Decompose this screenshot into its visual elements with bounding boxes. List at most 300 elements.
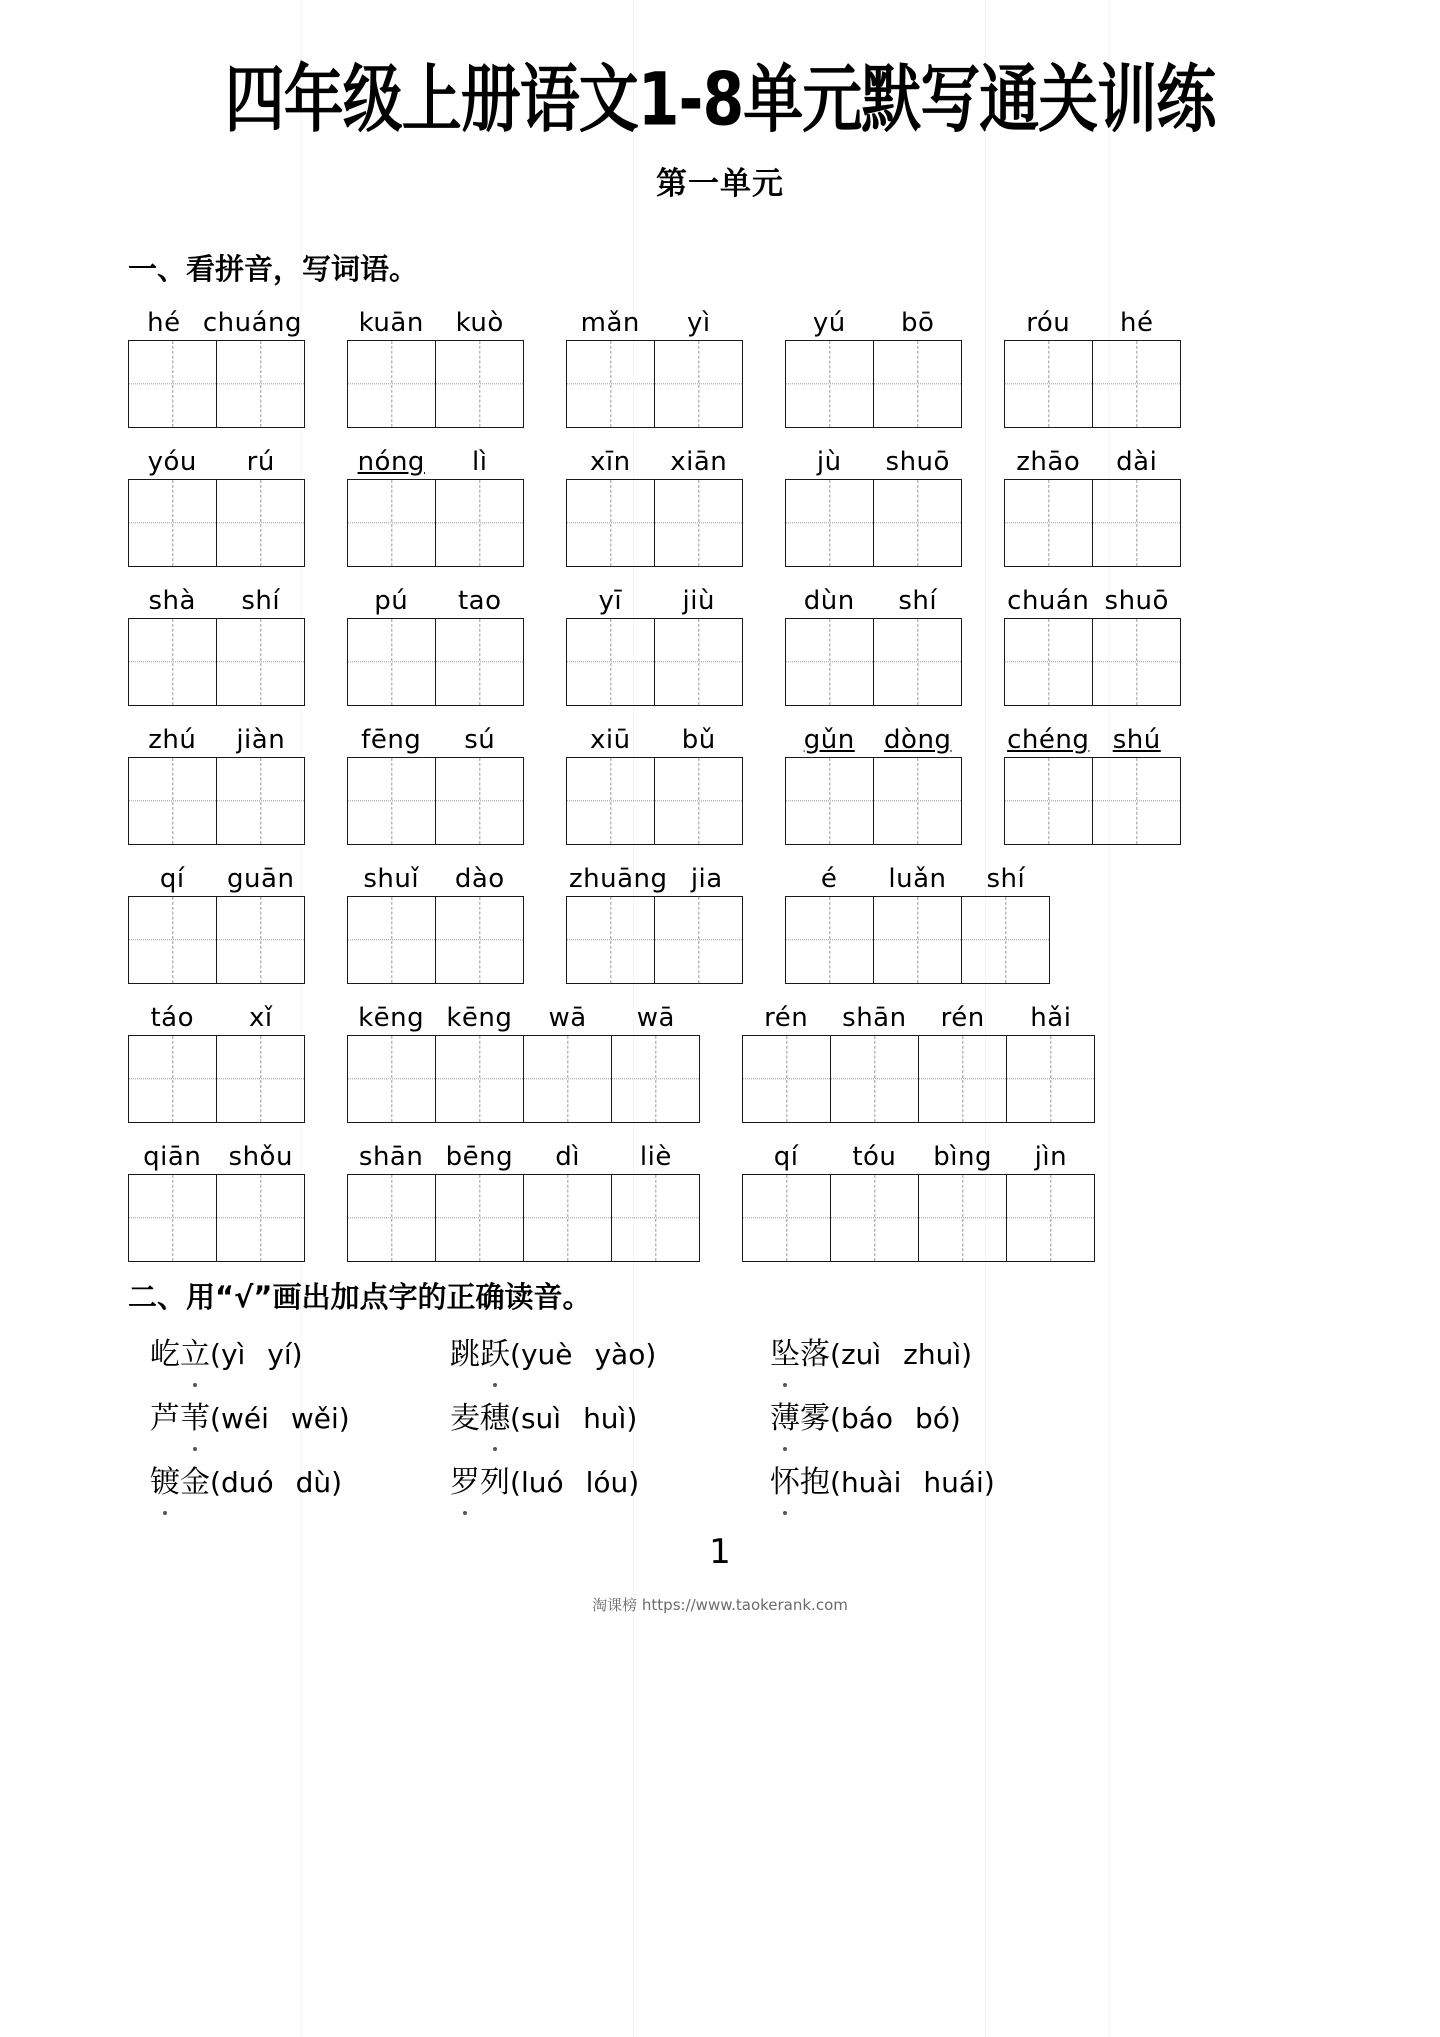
close-paren: ) xyxy=(961,1338,973,1371)
character-box[interactable] xyxy=(567,897,655,983)
pinyin-syllable: liè xyxy=(639,1142,672,1172)
character-box-group[interactable] xyxy=(128,896,305,984)
character-box[interactable] xyxy=(436,1036,524,1122)
pinyin-syllable: shān xyxy=(358,1142,424,1172)
pinyin-label-line xyxy=(128,862,305,896)
pinyin-syllable: lì xyxy=(472,447,488,477)
pronunciation-option[interactable]: bó xyxy=(915,1402,950,1435)
page-title: 四年级上册语文1-8单元默写通关训练 xyxy=(224,57,1216,143)
pinyin-grid-row xyxy=(128,719,1440,845)
pronunciation-choice-item[interactable] xyxy=(770,1396,1090,1442)
pronunciation-option[interactable]: zuì xyxy=(840,1338,882,1371)
character-box[interactable] xyxy=(217,1036,305,1122)
character-box-group[interactable] xyxy=(1004,479,1181,567)
character-box[interactable] xyxy=(1005,758,1093,844)
pinyin-syllable: yì xyxy=(686,308,711,338)
character-box[interactable] xyxy=(436,1175,524,1261)
pinyin-word-group xyxy=(785,584,962,706)
character-box[interactable] xyxy=(1093,619,1181,705)
pinyin-word-group xyxy=(347,862,524,984)
character-box[interactable] xyxy=(348,480,436,566)
character-box[interactable] xyxy=(567,619,655,705)
character-box-group[interactable] xyxy=(785,618,962,706)
word-character: 屹 xyxy=(150,1337,180,1372)
pinyin-syllable: shí xyxy=(241,586,281,616)
watermark: 淘课榜 https://www.taokerank.com xyxy=(592,1596,848,1614)
pinyin-label-line xyxy=(347,723,524,757)
pronunciation-option[interactable]: yuè xyxy=(520,1338,573,1371)
dotted-character: 跃 xyxy=(480,1332,510,1378)
dotted-character: 苇 xyxy=(180,1396,210,1442)
close-paren: ) xyxy=(949,1402,961,1435)
pinyin-word-group xyxy=(128,723,305,845)
character-box-group[interactable] xyxy=(566,618,743,706)
pinyin-grid-row xyxy=(128,580,1440,706)
pinyin-syllable: tao xyxy=(457,586,502,616)
character-box[interactable] xyxy=(612,1175,700,1261)
pinyin-syllable: yóu xyxy=(147,447,197,477)
pinyin-word-group xyxy=(785,723,962,845)
choice-word xyxy=(770,1401,830,1436)
pinyin-syllable: zhuāng xyxy=(569,864,668,894)
page-number: 1 xyxy=(709,1532,731,1572)
character-box-group[interactable] xyxy=(1004,340,1181,428)
open-paren: ( xyxy=(510,1466,521,1499)
character-box[interactable] xyxy=(743,1175,831,1261)
character-box-group[interactable] xyxy=(1004,618,1181,706)
pinyin-syllable: xīn xyxy=(589,447,631,477)
character-box[interactable] xyxy=(612,1036,700,1122)
pinyin-label-line xyxy=(347,862,524,896)
dotted-character: 罗 xyxy=(450,1460,480,1506)
pinyin-word-group xyxy=(128,1001,305,1123)
pinyin-word-group xyxy=(347,445,524,567)
character-box[interactable] xyxy=(129,897,217,983)
pinyin-syllable: shuǐ xyxy=(363,864,420,894)
pinyin-label-line xyxy=(566,445,743,479)
pinyin-syllable: chuán xyxy=(1007,586,1090,616)
word-character: 麦 xyxy=(450,1401,480,1436)
character-box-group[interactable] xyxy=(742,1035,1095,1123)
character-box[interactable] xyxy=(217,480,305,566)
pinyin-syllable: chéng xyxy=(1007,725,1090,755)
pinyin-syllable: rén xyxy=(764,1003,809,1033)
pinyin-syllable: hǎi xyxy=(1030,1003,1072,1033)
character-box-group[interactable] xyxy=(347,1174,700,1262)
pinyin-label-line xyxy=(566,584,743,618)
pinyin-label-line xyxy=(785,584,962,618)
pinyin-syllable: bō xyxy=(901,308,935,338)
pinyin-label-line xyxy=(128,723,305,757)
character-box[interactable] xyxy=(831,1175,919,1261)
pronunciation-option[interactable]: huái xyxy=(923,1466,984,1499)
pinyin-syllable: jia xyxy=(690,864,723,894)
word-character: 金 xyxy=(180,1465,210,1500)
pinyin-word-group xyxy=(128,1140,305,1262)
pinyin-word-group xyxy=(347,1140,700,1262)
unit-subtitle: 第一单元 xyxy=(656,166,784,202)
pronunciation-option[interactable]: huì xyxy=(583,1402,627,1435)
character-box-group[interactable] xyxy=(128,1035,305,1123)
pronunciation-option[interactable]: dù xyxy=(295,1466,332,1499)
pinyin-syllable: jiù xyxy=(682,586,715,616)
pinyin-syllable: shà xyxy=(148,586,196,616)
choice-word xyxy=(150,1401,210,1436)
pinyin-syllable: luǎn xyxy=(888,864,947,894)
pinyin-syllable: dòng xyxy=(884,725,952,755)
pinyin-syllable: bǔ xyxy=(681,725,716,755)
pinyin-grid-row xyxy=(128,858,1440,984)
close-paren: ) xyxy=(331,1466,343,1499)
character-box[interactable] xyxy=(655,619,743,705)
pinyin-syllable: é xyxy=(820,864,838,894)
character-box[interactable] xyxy=(1005,341,1093,427)
close-paren: ) xyxy=(626,1402,638,1435)
pronunciation-option[interactable]: suì xyxy=(520,1402,562,1435)
pronunciation-choice-item[interactable] xyxy=(450,1332,770,1378)
character-box[interactable] xyxy=(1093,758,1181,844)
pinyin-syllable: qí xyxy=(159,864,185,894)
pinyin-writing-grid xyxy=(0,288,1440,1262)
character-box-group[interactable] xyxy=(347,1035,700,1123)
word-character: 落 xyxy=(800,1337,830,1372)
word-character: 芦 xyxy=(150,1401,180,1436)
pronunciation-choice-item[interactable] xyxy=(150,1396,450,1442)
character-box-group[interactable] xyxy=(566,896,743,984)
pinyin-syllable: xiān xyxy=(670,447,728,477)
character-box[interactable] xyxy=(348,897,436,983)
dotted-character: 镀 xyxy=(150,1460,180,1506)
character-box[interactable] xyxy=(1007,1175,1095,1261)
character-box[interactable] xyxy=(436,480,524,566)
pinyin-syllable: nóng xyxy=(357,447,425,477)
pinyin-syllable: shuō xyxy=(1104,586,1169,616)
pinyin-label-line xyxy=(742,1001,1095,1035)
character-box[interactable] xyxy=(348,1036,436,1122)
pinyin-label-line xyxy=(128,1140,305,1174)
character-box[interactable] xyxy=(348,341,436,427)
character-box-group[interactable] xyxy=(128,340,305,428)
pinyin-grid-row xyxy=(128,441,1440,567)
character-box[interactable] xyxy=(962,897,1050,983)
pronunciation-option[interactable]: wěi xyxy=(290,1402,339,1435)
character-box[interactable] xyxy=(1005,619,1093,705)
pinyin-grid-row xyxy=(128,1136,1440,1262)
pinyin-syllable: shān xyxy=(842,1003,907,1033)
character-box-group[interactable] xyxy=(347,757,524,845)
dotted-character: 怀 xyxy=(770,1460,800,1506)
character-box-group[interactable] xyxy=(128,618,305,706)
character-box[interactable] xyxy=(786,480,874,566)
open-paren: ( xyxy=(210,1402,221,1435)
pinyin-label-line xyxy=(128,584,305,618)
character-box[interactable] xyxy=(786,341,874,427)
character-box-group[interactable] xyxy=(347,340,524,428)
pronunciation-option[interactable]: duó xyxy=(220,1466,274,1499)
pinyin-syllable: fēng xyxy=(361,725,422,755)
close-paren: ) xyxy=(645,1338,657,1371)
character-box[interactable] xyxy=(874,897,962,983)
character-box[interactable] xyxy=(129,480,217,566)
character-box-group[interactable] xyxy=(785,757,962,845)
pronunciation-option[interactable]: yào xyxy=(594,1338,646,1371)
pronunciation-choice-item[interactable] xyxy=(150,1460,450,1506)
pronunciation-option[interactable]: wéi xyxy=(220,1402,269,1435)
character-box-group[interactable] xyxy=(347,896,524,984)
pinyin-syllable: zhāo xyxy=(1016,447,1081,477)
pinyin-syllable: dùn xyxy=(803,586,855,616)
pinyin-word-group xyxy=(785,445,962,567)
pinyin-label-line xyxy=(785,306,962,340)
pinyin-syllable: shǒu xyxy=(228,1142,293,1172)
pinyin-word-group xyxy=(347,306,524,428)
pinyin-label-line xyxy=(566,723,743,757)
character-box-group[interactable] xyxy=(566,479,743,567)
pronunciation-option[interactable]: yì xyxy=(220,1338,246,1371)
choice-row xyxy=(150,1396,1440,1442)
pinyin-syllable: shí xyxy=(986,864,1026,894)
character-box[interactable] xyxy=(217,1175,305,1261)
character-box[interactable] xyxy=(655,758,743,844)
pinyin-word-group xyxy=(566,862,743,984)
pinyin-word-group xyxy=(566,723,743,845)
pinyin-syllable: guān xyxy=(227,864,295,894)
character-box[interactable] xyxy=(786,619,874,705)
character-box[interactable] xyxy=(217,619,305,705)
pinyin-grid-row xyxy=(128,302,1440,428)
word-character: 跳 xyxy=(450,1337,480,1372)
pronunciation-option[interactable]: lóu xyxy=(585,1466,629,1499)
character-box-group[interactable] xyxy=(785,896,1050,984)
character-box[interactable] xyxy=(786,897,874,983)
pinyin-label-line xyxy=(785,862,1050,896)
character-box[interactable] xyxy=(831,1036,919,1122)
character-box[interactable] xyxy=(436,619,524,705)
character-box[interactable] xyxy=(786,758,874,844)
pinyin-label-line xyxy=(128,445,305,479)
character-box[interactable] xyxy=(874,619,962,705)
pinyin-word-group xyxy=(742,1001,1095,1123)
choice-word xyxy=(150,1337,210,1372)
pinyin-syllable: chuáng xyxy=(202,308,302,338)
character-box-group[interactable] xyxy=(128,1174,305,1262)
pinyin-label-line xyxy=(347,1140,700,1174)
character-box-group[interactable] xyxy=(347,618,524,706)
pinyin-syllable: rén xyxy=(940,1003,985,1033)
pinyin-word-group xyxy=(566,306,743,428)
pinyin-word-group xyxy=(128,584,305,706)
pinyin-word-group xyxy=(1004,445,1181,567)
dotted-character: 薄 xyxy=(770,1396,800,1442)
pinyin-label-line xyxy=(566,306,743,340)
close-paren: ) xyxy=(291,1338,303,1371)
character-box[interactable] xyxy=(567,341,655,427)
pinyin-syllable: bēng xyxy=(445,1142,514,1172)
dotted-character: 穗 xyxy=(480,1396,510,1442)
open-paren: ( xyxy=(830,1402,841,1435)
pinyin-syllable: zhú xyxy=(148,725,197,755)
character-box[interactable] xyxy=(524,1036,612,1122)
pinyin-syllable: kuān xyxy=(358,308,424,338)
pinyin-syllable: dào xyxy=(454,864,505,894)
character-box[interactable] xyxy=(217,758,305,844)
character-box-group[interactable] xyxy=(566,757,743,845)
pinyin-label-line xyxy=(347,1001,700,1035)
pinyin-syllable: tóu xyxy=(852,1142,897,1172)
open-paren: ( xyxy=(210,1466,221,1499)
character-box[interactable] xyxy=(348,1175,436,1261)
pinyin-word-group xyxy=(128,306,305,428)
pinyin-syllable: shí xyxy=(898,586,938,616)
character-box[interactable] xyxy=(655,341,743,427)
pinyin-syllable: kēng xyxy=(446,1003,513,1033)
character-box-group[interactable] xyxy=(742,1174,1095,1262)
pronunciation-choice-item[interactable] xyxy=(150,1332,450,1378)
pinyin-word-group xyxy=(785,306,962,428)
pinyin-syllable: dài xyxy=(1116,447,1158,477)
pronunciation-option[interactable]: báo xyxy=(840,1402,893,1435)
pronunciation-choice-item[interactable] xyxy=(770,1332,1090,1378)
choice-word xyxy=(450,1401,510,1436)
pinyin-syllable: shuō xyxy=(885,447,950,477)
character-box[interactable] xyxy=(524,1175,612,1261)
character-box[interactable] xyxy=(567,480,655,566)
pinyin-syllable: qí xyxy=(773,1142,799,1172)
character-box[interactable] xyxy=(874,480,962,566)
pronunciation-choice-item[interactable] xyxy=(450,1396,770,1442)
pinyin-syllable: kēng xyxy=(358,1003,425,1033)
pinyin-label-line xyxy=(347,306,524,340)
choice-word xyxy=(770,1465,830,1500)
character-box[interactable] xyxy=(129,1036,217,1122)
pinyin-label-line xyxy=(1004,445,1181,479)
pinyin-label-line xyxy=(1004,723,1181,757)
character-box[interactable] xyxy=(436,897,524,983)
choice-word xyxy=(150,1465,210,1500)
character-box[interactable] xyxy=(919,1175,1007,1261)
pinyin-syllable: yī xyxy=(598,586,623,616)
character-box-group[interactable] xyxy=(1004,757,1181,845)
open-paren: ( xyxy=(830,1338,841,1371)
word-character: 列 xyxy=(480,1465,510,1500)
close-paren: ) xyxy=(628,1466,640,1499)
word-character: 雾 xyxy=(800,1401,830,1436)
character-box[interactable] xyxy=(874,341,962,427)
character-box[interactable] xyxy=(348,619,436,705)
pinyin-label-line xyxy=(785,723,962,757)
pinyin-syllable: mǎn xyxy=(580,308,640,338)
dotted-character: 坠 xyxy=(770,1332,800,1378)
pinyin-syllable: jìn xyxy=(1034,1142,1068,1172)
pronunciation-option[interactable]: zhuì xyxy=(903,1338,962,1371)
pinyin-label-line xyxy=(785,445,962,479)
pinyin-syllable: gǔn xyxy=(803,725,855,755)
pinyin-word-group xyxy=(566,445,743,567)
character-box[interactable] xyxy=(217,341,305,427)
character-box[interactable] xyxy=(129,341,217,427)
pinyin-syllable: jù xyxy=(816,447,842,477)
character-box-group[interactable] xyxy=(785,479,962,567)
character-box[interactable] xyxy=(1005,480,1093,566)
character-box[interactable] xyxy=(1007,1036,1095,1122)
pinyin-syllable: sú xyxy=(464,725,496,755)
close-paren: ) xyxy=(338,1402,350,1435)
open-paren: ( xyxy=(510,1402,521,1435)
section-1-heading: 一、看拼音，写词语。 xyxy=(128,252,419,286)
pinyin-syllable: pú xyxy=(374,586,409,616)
pinyin-label-line xyxy=(347,584,524,618)
pronunciation-option[interactable]: huài xyxy=(840,1466,902,1499)
character-box[interactable] xyxy=(129,1175,217,1261)
pinyin-word-group xyxy=(1004,306,1181,428)
character-box[interactable] xyxy=(655,897,743,983)
character-box[interactable] xyxy=(567,758,655,844)
pinyin-syllable: shú xyxy=(1112,725,1161,755)
choice-word xyxy=(770,1337,830,1372)
character-box-group[interactable] xyxy=(785,340,962,428)
pinyin-label-line xyxy=(1004,584,1181,618)
character-box[interactable] xyxy=(129,758,217,844)
open-paren: ( xyxy=(510,1338,521,1371)
character-box[interactable] xyxy=(217,897,305,983)
close-paren: ) xyxy=(983,1466,995,1499)
pinyin-syllable: yú xyxy=(812,308,846,338)
character-box[interactable] xyxy=(348,758,436,844)
character-box[interactable] xyxy=(743,1036,831,1122)
word-character: 抱 xyxy=(800,1465,830,1500)
choice-word xyxy=(450,1465,510,1500)
pinyin-syllable: wā xyxy=(548,1003,587,1033)
pinyin-label-line xyxy=(347,445,524,479)
character-box[interactable] xyxy=(655,480,743,566)
character-box-group[interactable] xyxy=(566,340,743,428)
character-box[interactable] xyxy=(1093,480,1181,566)
pinyin-syllable: dì xyxy=(555,1142,580,1172)
choice-word xyxy=(450,1337,510,1372)
pinyin-syllable: xǐ xyxy=(248,1003,273,1033)
pinyin-syllable: wā xyxy=(636,1003,675,1033)
character-box[interactable] xyxy=(436,341,524,427)
character-box[interactable] xyxy=(129,619,217,705)
pinyin-syllable: rú xyxy=(246,447,275,477)
pinyin-syllable: hé xyxy=(147,308,181,338)
pinyin-label-line xyxy=(742,1140,1095,1174)
pinyin-word-group xyxy=(1004,584,1181,706)
pronunciation-choice-item[interactable] xyxy=(770,1460,1090,1506)
character-box[interactable] xyxy=(436,758,524,844)
character-box[interactable] xyxy=(1093,341,1181,427)
pinyin-syllable: táo xyxy=(150,1003,195,1033)
character-box[interactable] xyxy=(874,758,962,844)
character-box-group[interactable] xyxy=(128,757,305,845)
pinyin-syllable: qiān xyxy=(143,1142,202,1172)
pinyin-syllable: kuò xyxy=(455,308,504,338)
pinyin-syllable: xiū xyxy=(589,725,631,755)
pronunciation-option[interactable]: luó xyxy=(520,1466,564,1499)
character-box[interactable] xyxy=(919,1036,1007,1122)
open-paren: ( xyxy=(830,1466,841,1499)
pronunciation-choice-item[interactable] xyxy=(450,1460,770,1506)
pinyin-label-line xyxy=(566,862,743,896)
pinyin-word-group xyxy=(347,1001,700,1123)
pinyin-syllable: hé xyxy=(1120,308,1154,338)
character-box-group[interactable] xyxy=(347,479,524,567)
section-2-heading: 二、用“√”画出加点字的正确读音。 xyxy=(128,1280,592,1314)
pinyin-word-group xyxy=(347,584,524,706)
character-box-group[interactable] xyxy=(128,479,305,567)
pronunciation-option[interactable]: yí xyxy=(267,1338,292,1371)
pinyin-word-group xyxy=(742,1140,1095,1262)
